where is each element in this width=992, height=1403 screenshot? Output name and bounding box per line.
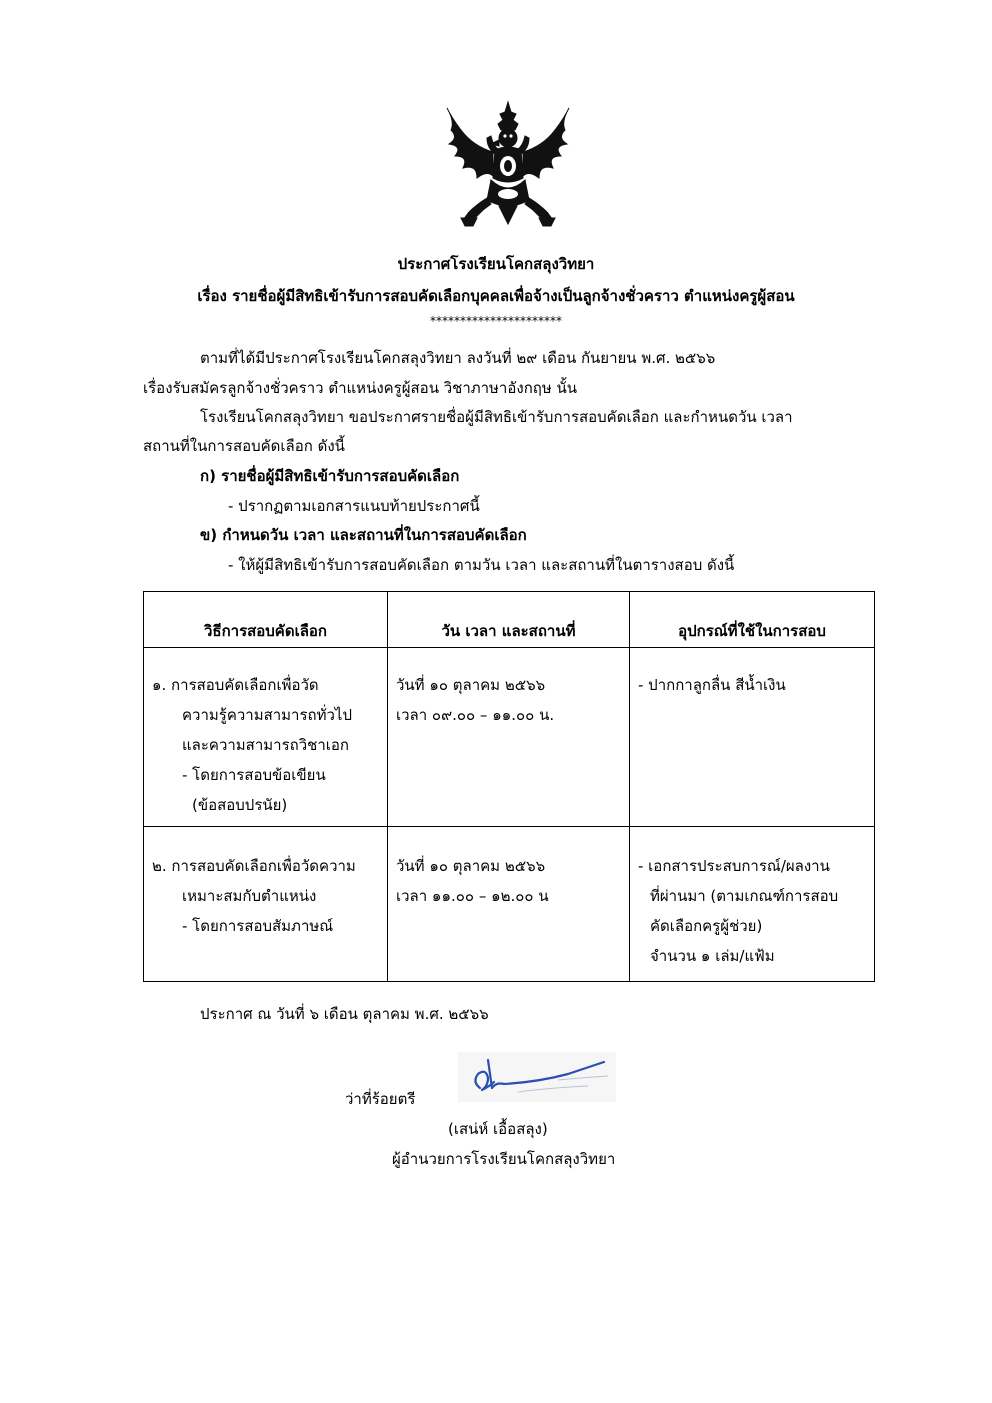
paragraph-2-line-2: สถานที่ในการสอบคัดเลือก ดังนี้ (143, 437, 345, 455)
equipment-cell (630, 827, 875, 982)
section-b-item: - ให้ผู้มีสิทธิเข้ารับการสอบคัดเลือก ตามวัน เวลา และสถานที่ในตารางสอบ ดังนี้ (228, 556, 735, 574)
column-header-equipment: อุปกรณ์ที่ใช้ในการสอบ (630, 592, 875, 648)
column-header-method: วิธีการสอบคัดเลือก (144, 592, 388, 648)
table-row (144, 827, 875, 982)
signatory-rank: ว่าที่ร้อยตรี (345, 1090, 416, 1108)
exam-schedule-table (143, 591, 875, 982)
method-line: ๒. การสอบคัดเลือกเพื่อวัดความ (152, 857, 356, 875)
equipment-line: จำนวน ๑ เล่ม/แฟ้ม (650, 947, 775, 965)
announcement-title: ประกาศโรงเรียนโคกสลุงวิทยา (397, 255, 595, 273)
equipment-line: คัดเลือกครูผู้ช่วย) (650, 917, 763, 935)
datetime-line: เวลา ๑๑.๐๐ – ๑๒.๐๐ น (396, 887, 549, 905)
datetime-cell (388, 827, 630, 982)
method-line: เหมาะสมกับตำแหน่ง (182, 887, 317, 905)
equipment-cell (630, 648, 875, 827)
datetime-line: วันที่ ๑๐ ตุลาคม ๒๕๖๖ (396, 676, 546, 694)
section-a-heading: ก) รายชื่อผู้มีสิทธิเข้ารับการสอบคัดเลือก (200, 467, 460, 485)
handwritten-signature (458, 1052, 616, 1102)
datetime-line: วันที่ ๑๐ ตุลาคม ๒๕๖๖ (396, 857, 546, 875)
equipment-line: ที่ผ่านมา (ตามเกณฑ์การสอบ (650, 887, 839, 905)
garuda-emblem-icon (443, 100, 573, 228)
column-header-datetime: วัน เวลา และสถานที่ (388, 592, 630, 648)
paragraph-2-line-1: โรงเรียนโคกสลุงวิทยา ขอประกาศรายชื่อผู้มีสิทธิเข้ารับการสอบคัดเลือก และกำหนดวัน เวลา (200, 408, 793, 426)
method-line: - โดยการสอบสัมภาษณ์ (182, 917, 334, 935)
signatory-name: (เสน่ห์ เอื้อสลุง) (448, 1120, 548, 1138)
paragraph-1-line-2: เรื่องรับสมัครลูกจ้างชั่วคราว ตำแหน่งครูผู้สอน วิชาภาษาอังกฤษ นั้น (143, 379, 578, 397)
method-line: ๑. การสอบคัดเลือกเพื่อวัด (152, 676, 319, 694)
method-cell (144, 648, 388, 827)
section-b-heading: ข) กำหนดวัน เวลา และสถานที่ในการสอบคัดเลือก (200, 526, 527, 544)
paragraph-1-line-1: ตามที่ได้มีประกาศโรงเรียนโคกสลุงวิทยา ลงวันที่ ๒๙ เดือน กันยายน พ.ศ. ๒๕๖๖ (200, 349, 716, 367)
table-row (144, 648, 875, 827)
equipment-line: - ปากกาลูกลื่น สีน้ำเงิน (638, 676, 786, 694)
signatory-position: ผู้อำนวยการโรงเรียนโคกสลุงวิทยา (392, 1150, 616, 1168)
method-line: - โดยการสอบข้อเขียน (182, 766, 326, 784)
separator-line: ********************** (430, 314, 562, 328)
datetime-cell (388, 648, 630, 827)
table-header-row (144, 592, 875, 648)
method-line: และความสามารถวิชาเอก (182, 736, 349, 754)
equipment-line: - เอกสารประสบการณ์/ผลงาน (638, 857, 830, 875)
method-line: (ข้อสอบปรนัย) (192, 796, 288, 814)
announcement-subject: เรื่อง รายชื่อผู้มีสิทธิเข้ารับการสอบคัดเลือกบุคคลเพื่อจ้างเป็นลูกจ้างชั่วคราว ตำแหน่งครูผู้สอน (197, 287, 795, 305)
datetime-line: เวลา ๐๙.๐๐ – ๑๑.๐๐ น. (396, 706, 555, 724)
announced-date: ประกาศ ณ วันที่ ๖ เดือน ตุลาคม พ.ศ. ๒๕๖๖ (200, 1005, 489, 1023)
method-cell (144, 827, 388, 982)
method-line: ความรู้ความสามารถทั่วไป (182, 706, 352, 724)
section-a-item: - ปรากฏตามเอกสารแนบท้ายประกาศนี้ (228, 497, 480, 515)
